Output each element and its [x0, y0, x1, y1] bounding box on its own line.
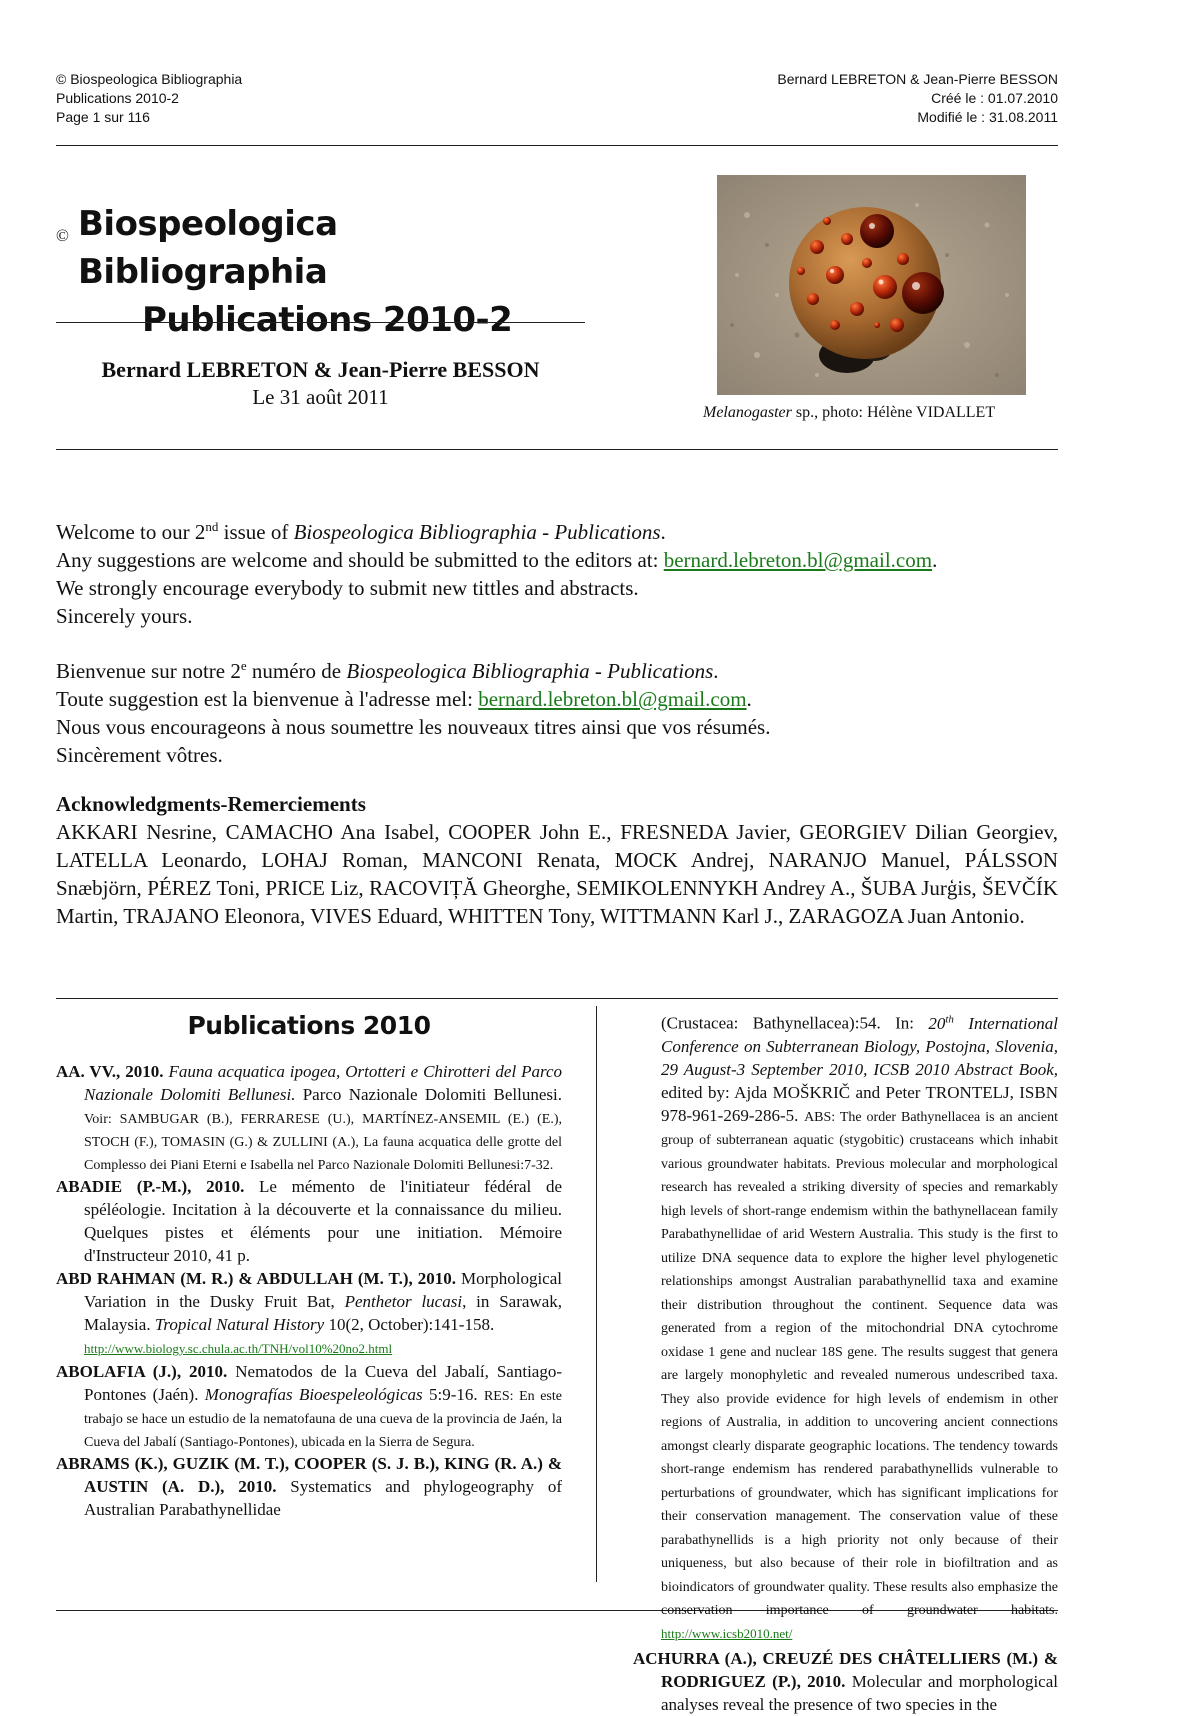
photo-caption [703, 403, 995, 423]
welcome-fr-period: . [713, 659, 719, 683]
entry-author: AA. VV., 2010. [56, 1062, 164, 1081]
entry-author: ABADIE (P.-M.), 2010. [56, 1177, 245, 1196]
caption-credit: sp., photo: Hélène VIDALLET [791, 404, 996, 421]
welcome-fr-line-1 [56, 652, 1116, 685]
entry-title: Nematodos de la Cueva del Jabalí, Santiago-Pontones (Jaén). [84, 1362, 563, 1404]
caption-genus: Melanogaster [703, 404, 792, 421]
entry-abadie [56, 1175, 562, 1267]
entry-author: ACHURRA (A.), CREUZÉ DES CHÂTELLIERS (M.) & RODRIGUEZ (P.), 2010. [633, 1648, 1058, 1691]
entry-journal: Monografías Bioespeleológicas [204, 1385, 423, 1404]
welcome-en-text-2: issue of [218, 520, 294, 544]
entry-volume: 5:9-16. [422, 1385, 484, 1404]
welcome-fr-line-3: Nous vous encourageons à nous soumettre les nouveaux titres ainsi que vos résumés. [56, 715, 771, 739]
title-authors-block [56, 355, 585, 411]
entry-title-cont: (Crustacea: Bathynellacea):54. In: [661, 1013, 929, 1033]
section-title: Publications 2010 [187, 1011, 431, 1040]
email-link-en[interactable]: bernard.lebreton.bl@gmail.com [663, 548, 933, 572]
title-main: Biospeologica Bibliographia [78, 204, 338, 292]
header-page-number: Page 1 sur 116 [56, 109, 150, 125]
welcome-en-suggest: Any suggestions are welcome and should be submitted to the editors at: [56, 548, 664, 572]
title-authors: Bernard LEBRETON & Jean-Pierre BESSON [101, 357, 540, 382]
entry-abstract: RES: En este trabajo se hace un estudio de la nematofauna de una cueva de la provincia de Jaén, la Cueva del Jabalí (Santiago-Pontones), ubicada en la Sierra de Segura. [84, 1389, 562, 1450]
acknowledgments-heading: Acknowledgments-Remerciements [56, 792, 366, 816]
welcome-en-period-2: . [932, 548, 938, 572]
welcome-english [56, 513, 1116, 630]
entry-title: Molecular and morphological analyses reveal the presence of two species in the [661, 1671, 1058, 1714]
header-publication: Publications 2010-2 [56, 90, 179, 106]
entry-species: Penthetor lucasi [344, 1292, 463, 1311]
page-header-left [56, 70, 242, 127]
columns-top-rule [56, 998, 1058, 999]
title-rule [56, 322, 585, 323]
entry-source: Le mémento de l'initiateur fédéral de spéléologie. Incitation à la découverte et la connaissance du milieu. Quelques pistes et éléments pour une initiation. Mémoire d'Instructeur 2010, 41 p. [84, 1177, 562, 1265]
welcome-en-period: . [660, 520, 666, 544]
entry-author: ABD RAHMAN (M. R.) & ABDULLAH (M. T.), 2010. [56, 1269, 456, 1288]
entry-abrams [56, 1452, 562, 1521]
entry-title: Fauna acquatica ipogea, Ortotteri e Chirotteri del Parco Nazionale Dolomiti Bellunesi. [84, 1062, 563, 1104]
welcome-fr-sup: e [240, 658, 247, 673]
welcome-en-line-2 [56, 546, 1116, 574]
truffle-photo-graphic [717, 175, 1026, 395]
entry-title-2: , in Sarawak, Malaysia. [84, 1292, 562, 1334]
melanogaster-photo [717, 175, 1026, 395]
entry-note: Voir: SAMBUGAR (B.), FERRARESE (U.), MARTÍNEZ-ANSEMIL (E.) (E.), STOCH (F.), TOMASIN (G.) & ZULLINI (A.), La fauna acquatica delle grotte del Complesso dei Piani Eterni e Isabella nel Parco Nazionale Dolomiti Bellunesi:7-32. [84, 1112, 562, 1173]
title-date: Le 31 août 2011 [252, 385, 389, 409]
acknowledgments-text: AKKARI Nesrine, CAMACHO Ana Isabel, COOPER John E., FRESNEDA Javier, GEORGIEV Dilian Georgiev, LATELLA Leonardo, LOHAJ Roman, MANCONI Renata, MOCK Andrej, NARANJO Manuel, PÁLSSON Snæbjörn, PÉREZ Toni, PRICE Liz, RACOVIȚĂ Gheorghe, SEMIKOLENNYKH Andrey A., ŠUBA Jurģis, ŠEVČÍK Martin, TRAJANO Eleonora, VIVES Eduard, WHITTEN Tony, WITTMANN Karl J., ZARAGOZA Juan Antonio. [56, 820, 1058, 928]
email-link-fr[interactable]: bernard.lebreton.bl@gmail.com [478, 687, 747, 711]
welcome-fr-text-2: numéro de [246, 659, 347, 683]
welcome-en-journal: Biospeologica Bibliographia - Publications [293, 520, 661, 544]
icsb-url-link[interactable]: http://www.icsb2010.net/ [661, 1625, 793, 1641]
welcome-en-line-3: We strongly encourage everybody to submit new tittles and abstracts. [56, 576, 639, 600]
conference-sup: th [945, 1013, 954, 1025]
entry-abrams-continued [633, 1008, 1058, 1645]
right-column [633, 1008, 1058, 1716]
acknowledgments-section [56, 791, 1058, 930]
header-copyright: © Biospeologica Bibliographia [56, 71, 243, 87]
welcome-fr-text: Bienvenue sur notre 2 [56, 659, 241, 683]
welcome-en-line-1 [56, 513, 1116, 546]
title-section-rule [56, 449, 1058, 450]
entry-editors: edited by: Ajda MOŠKRIČ and Peter TRONTELJ, ISBN 978-961-269-286-5. [661, 1082, 1058, 1125]
left-column [56, 1008, 562, 1521]
welcome-fr-suggest: Toute suggestion est la bienvenue à l'adresse mel: [56, 687, 479, 711]
entry-volume: 10(2, October):141-158. [324, 1315, 495, 1334]
welcome-french [56, 652, 1116, 769]
welcome-fr-journal: Biospeologica Bibliographia - Publications [346, 659, 714, 683]
entry-achurra [633, 1647, 1058, 1716]
entry-abstract: ABS: The order Bathynellacea is an ancient group of subterranean aquatic (stygobitic) crustaceans which inhabit various groundwater habitats. Previous molecular and morphological research has revealed a striking diversity of species and remarkably high levels of short-range endemism within the bathynellacean family Parabathynellidae of arid Western Australia. This study is the first to utilize DNA sequence data to explore the higher level phylogenetic relationships amongst Australian parabathynellid taxa and examine their distribution throughout the continent. Sequence data was generated from a region of the mitochondrial DNA cytochrome oxidase 1 gene and nuclear 18S gene. The results suggest that genera are largely monophyletic and revealed numerous undescribed taxa. They also provide evidence for high levels of endemism in other regions of Australia, in addition to uncovering ancient connections amongst clearly disparate geographic locations. The tendency towards short-range endemism has rendered parabathynellids vulnerable to perturbations of groundwater, which has significant implications for their conservation management. The conservation value of these parabathynellids is a high priority not only because of their uniqueness, but also because of their role in biofiltration and as bioindicators of groundwater quality. These results also emphasize the conservation importance of groundwater habitats. [661, 1109, 1058, 1619]
conference-name: International Conference on Subterranean Biology, Postojna, Slovenia, 29 August-3 September 2010, ICSB 2010 Abstract Book, [661, 1013, 1058, 1079]
entry-abolafia [56, 1360, 562, 1452]
welcome-en-text: Welcome to our 2 [56, 520, 206, 544]
title-line-2: Publications 2010-2 [142, 300, 513, 340]
welcome-en-sup: nd [205, 519, 219, 534]
header-authors: Bernard LEBRETON & Jean-Pierre BESSON [777, 71, 1058, 87]
header-created: Créé le : 01.07.2010 [931, 90, 1058, 106]
welcome-en-line-4: Sincerely yours. [56, 604, 193, 628]
title-line-1 [56, 200, 596, 296]
copyright-symbol: © [56, 226, 69, 245]
welcome-fr-line-2 [56, 685, 1116, 713]
entry-url-link[interactable]: http://www.biology.sc.chula.ac.th/TNH/vol10%20no2.html [84, 1341, 393, 1356]
conference-number: 20 [928, 1013, 946, 1033]
entry-author: ABOLAFIA (J.), 2010. [56, 1362, 228, 1381]
page-header-right [777, 70, 1058, 127]
entry-abd-rahman [56, 1267, 562, 1360]
entry-author: ABRAMS (K.), GUZIK (M. T.), COOPER (S. J. B.), KING (R. A.) & AUSTIN (A. D.), 2010. [56, 1454, 562, 1496]
welcome-fr-period-2: . [746, 687, 752, 711]
column-divider [596, 1006, 597, 1582]
welcome-fr-line-4: Sincèrement vôtres. [56, 743, 223, 767]
entry-source: Parco Nazionale Dolomiti Bellunesi. [295, 1085, 563, 1104]
entry-aa-vv [56, 1060, 562, 1175]
entry-title: Systematics and phylogeography of Australian Parabathynellidae [84, 1477, 562, 1519]
entry-title: Morphological Variation in the Dusky Fruit Bat, [84, 1269, 562, 1311]
header-modified: Modifié le : 31.08.2011 [917, 109, 1058, 125]
entry-journal: Tropical Natural History [154, 1315, 325, 1334]
header-rule [56, 145, 1058, 146]
